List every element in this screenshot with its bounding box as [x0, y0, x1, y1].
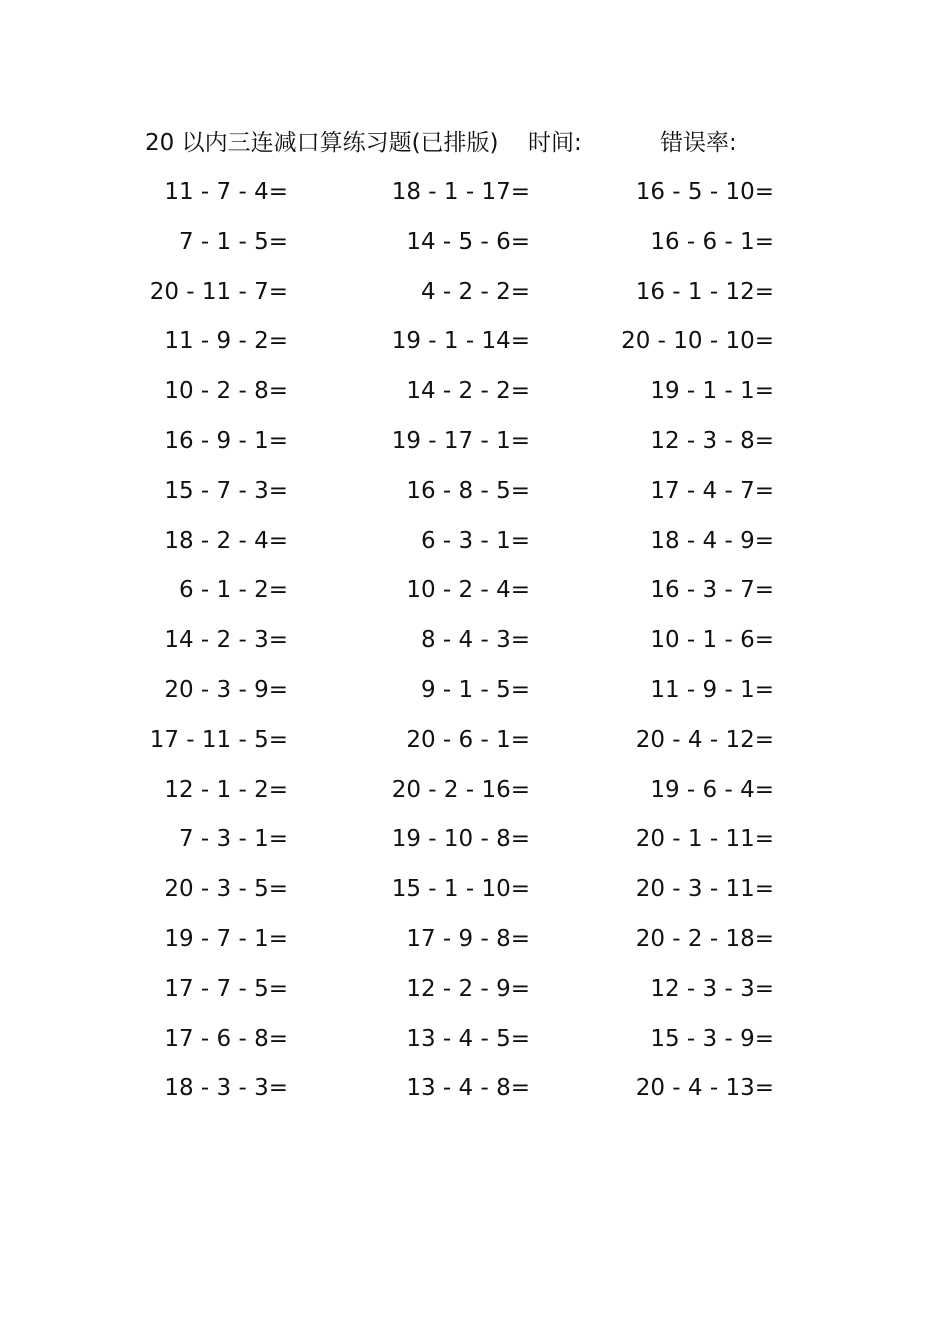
problem-cell: 12 - 2 - 9= [406, 975, 530, 1002]
problem-row [0, 770, 950, 820]
problem-cell: 8 - 4 - 3= [420, 627, 530, 654]
problem-cell: 16 - 9 - 1= [164, 427, 288, 454]
problem-row [0, 272, 950, 322]
problem-cell: 15 - 3 - 9= [650, 1025, 774, 1052]
problem-row [0, 1068, 950, 1118]
problem-cell: 20 - 10 - 10= [621, 328, 774, 355]
problem-row [0, 172, 950, 222]
problem-cell: 20 - 11 - 7= [149, 278, 288, 305]
problem-cell: 19 - 17 - 1= [391, 427, 530, 454]
problem-cell: 6 - 3 - 1= [420, 527, 530, 554]
problem-cell: 6 - 1 - 2= [178, 577, 288, 604]
problem-cell: 17 - 7 - 5= [164, 975, 288, 1002]
problem-cell: 18 - 2 - 4= [164, 527, 288, 554]
problem-row [0, 670, 950, 720]
problem-cell: 18 - 1 - 17= [391, 179, 530, 205]
problem-row [0, 620, 950, 670]
problem-row [0, 471, 950, 521]
problem-cell: 13 - 4 - 5= [406, 1025, 530, 1052]
problem-row [0, 1019, 950, 1069]
problem-grid [0, 172, 950, 1118]
problem-cell: 20 - 3 - 9= [164, 676, 288, 703]
error-rate-label: 错误率: [660, 130, 737, 156]
problem-row [0, 222, 950, 272]
problem-cell: 14 - 2 - 2= [406, 378, 530, 405]
problem-cell: 20 - 3 - 5= [164, 876, 288, 903]
problem-cell: 17 - 11 - 5= [149, 726, 288, 753]
problem-cell: 15 - 7 - 3= [164, 477, 288, 504]
problem-cell: 7 - 1 - 5= [178, 228, 288, 255]
problem-row [0, 919, 950, 969]
problem-cell: 11 - 9 - 1= [650, 676, 774, 703]
problem-cell: 18 - 3 - 3= [164, 1075, 288, 1102]
problem-cell: 9 - 1 - 5= [420, 676, 530, 703]
problem-row [0, 570, 950, 620]
problem-cell: 20 - 3 - 11= [635, 876, 774, 903]
problem-cell: 19 - 7 - 1= [164, 925, 288, 952]
problem-cell: 16 - 8 - 5= [406, 477, 530, 504]
problem-cell: 13 - 4 - 8= [406, 1075, 530, 1102]
problem-cell: 18 - 4 - 9= [650, 527, 774, 554]
problem-cell: 14 - 5 - 6= [406, 228, 530, 255]
problem-cell: 19 - 1 - 14= [391, 328, 530, 355]
problem-cell: 20 - 6 - 1= [406, 726, 530, 753]
problem-cell: 14 - 2 - 3= [164, 627, 288, 654]
problem-cell: 20 - 4 - 12= [635, 726, 774, 753]
problem-row [0, 869, 950, 919]
problem-row [0, 521, 950, 571]
problem-cell: 7 - 3 - 1= [178, 826, 288, 853]
problem-cell: 17 - 4 - 7= [650, 477, 774, 504]
problem-cell: 19 - 6 - 4= [650, 776, 774, 803]
problem-cell: 20 - 4 - 13= [635, 1075, 774, 1102]
problem-cell: 19 - 1 - 1= [650, 378, 774, 405]
problem-cell: 17 - 9 - 8= [406, 925, 530, 952]
problem-row [0, 421, 950, 471]
problem-cell: 20 - 1 - 11= [635, 826, 774, 853]
problem-row [0, 819, 950, 869]
problem-cell: 4 - 2 - 2= [420, 278, 530, 305]
problem-cell: 17 - 6 - 8= [164, 1025, 288, 1052]
problem-cell: 16 - 5 - 10= [635, 179, 774, 205]
problem-cell: 15 - 1 - 10= [391, 876, 530, 903]
problem-cell: 12 - 1 - 2= [164, 776, 288, 803]
problem-cell: 10 - 2 - 4= [406, 577, 530, 604]
worksheet-title: 20 以内三连减口算练习题(已排版) [145, 130, 499, 156]
problem-cell: 16 - 6 - 1= [650, 228, 774, 255]
problem-cell: 12 - 3 - 3= [650, 975, 774, 1002]
problem-cell: 16 - 3 - 7= [650, 577, 774, 604]
problem-cell: 20 - 2 - 16= [391, 776, 530, 803]
problem-row [0, 720, 950, 770]
problem-cell: 10 - 2 - 8= [164, 378, 288, 405]
time-label: 时间: [528, 130, 582, 156]
problem-cell: 20 - 2 - 18= [635, 925, 774, 952]
problem-row [0, 321, 950, 371]
problem-cell: 16 - 1 - 12= [635, 278, 774, 305]
problem-row [0, 969, 950, 1019]
problem-cell: 11 - 9 - 2= [164, 328, 288, 355]
problem-row [0, 371, 950, 421]
problem-cell: 19 - 10 - 8= [391, 826, 530, 853]
problem-cell: 12 - 3 - 8= [650, 427, 774, 454]
problem-cell: 11 - 7 - 4= [164, 179, 288, 205]
problem-cell: 10 - 1 - 6= [650, 627, 774, 654]
